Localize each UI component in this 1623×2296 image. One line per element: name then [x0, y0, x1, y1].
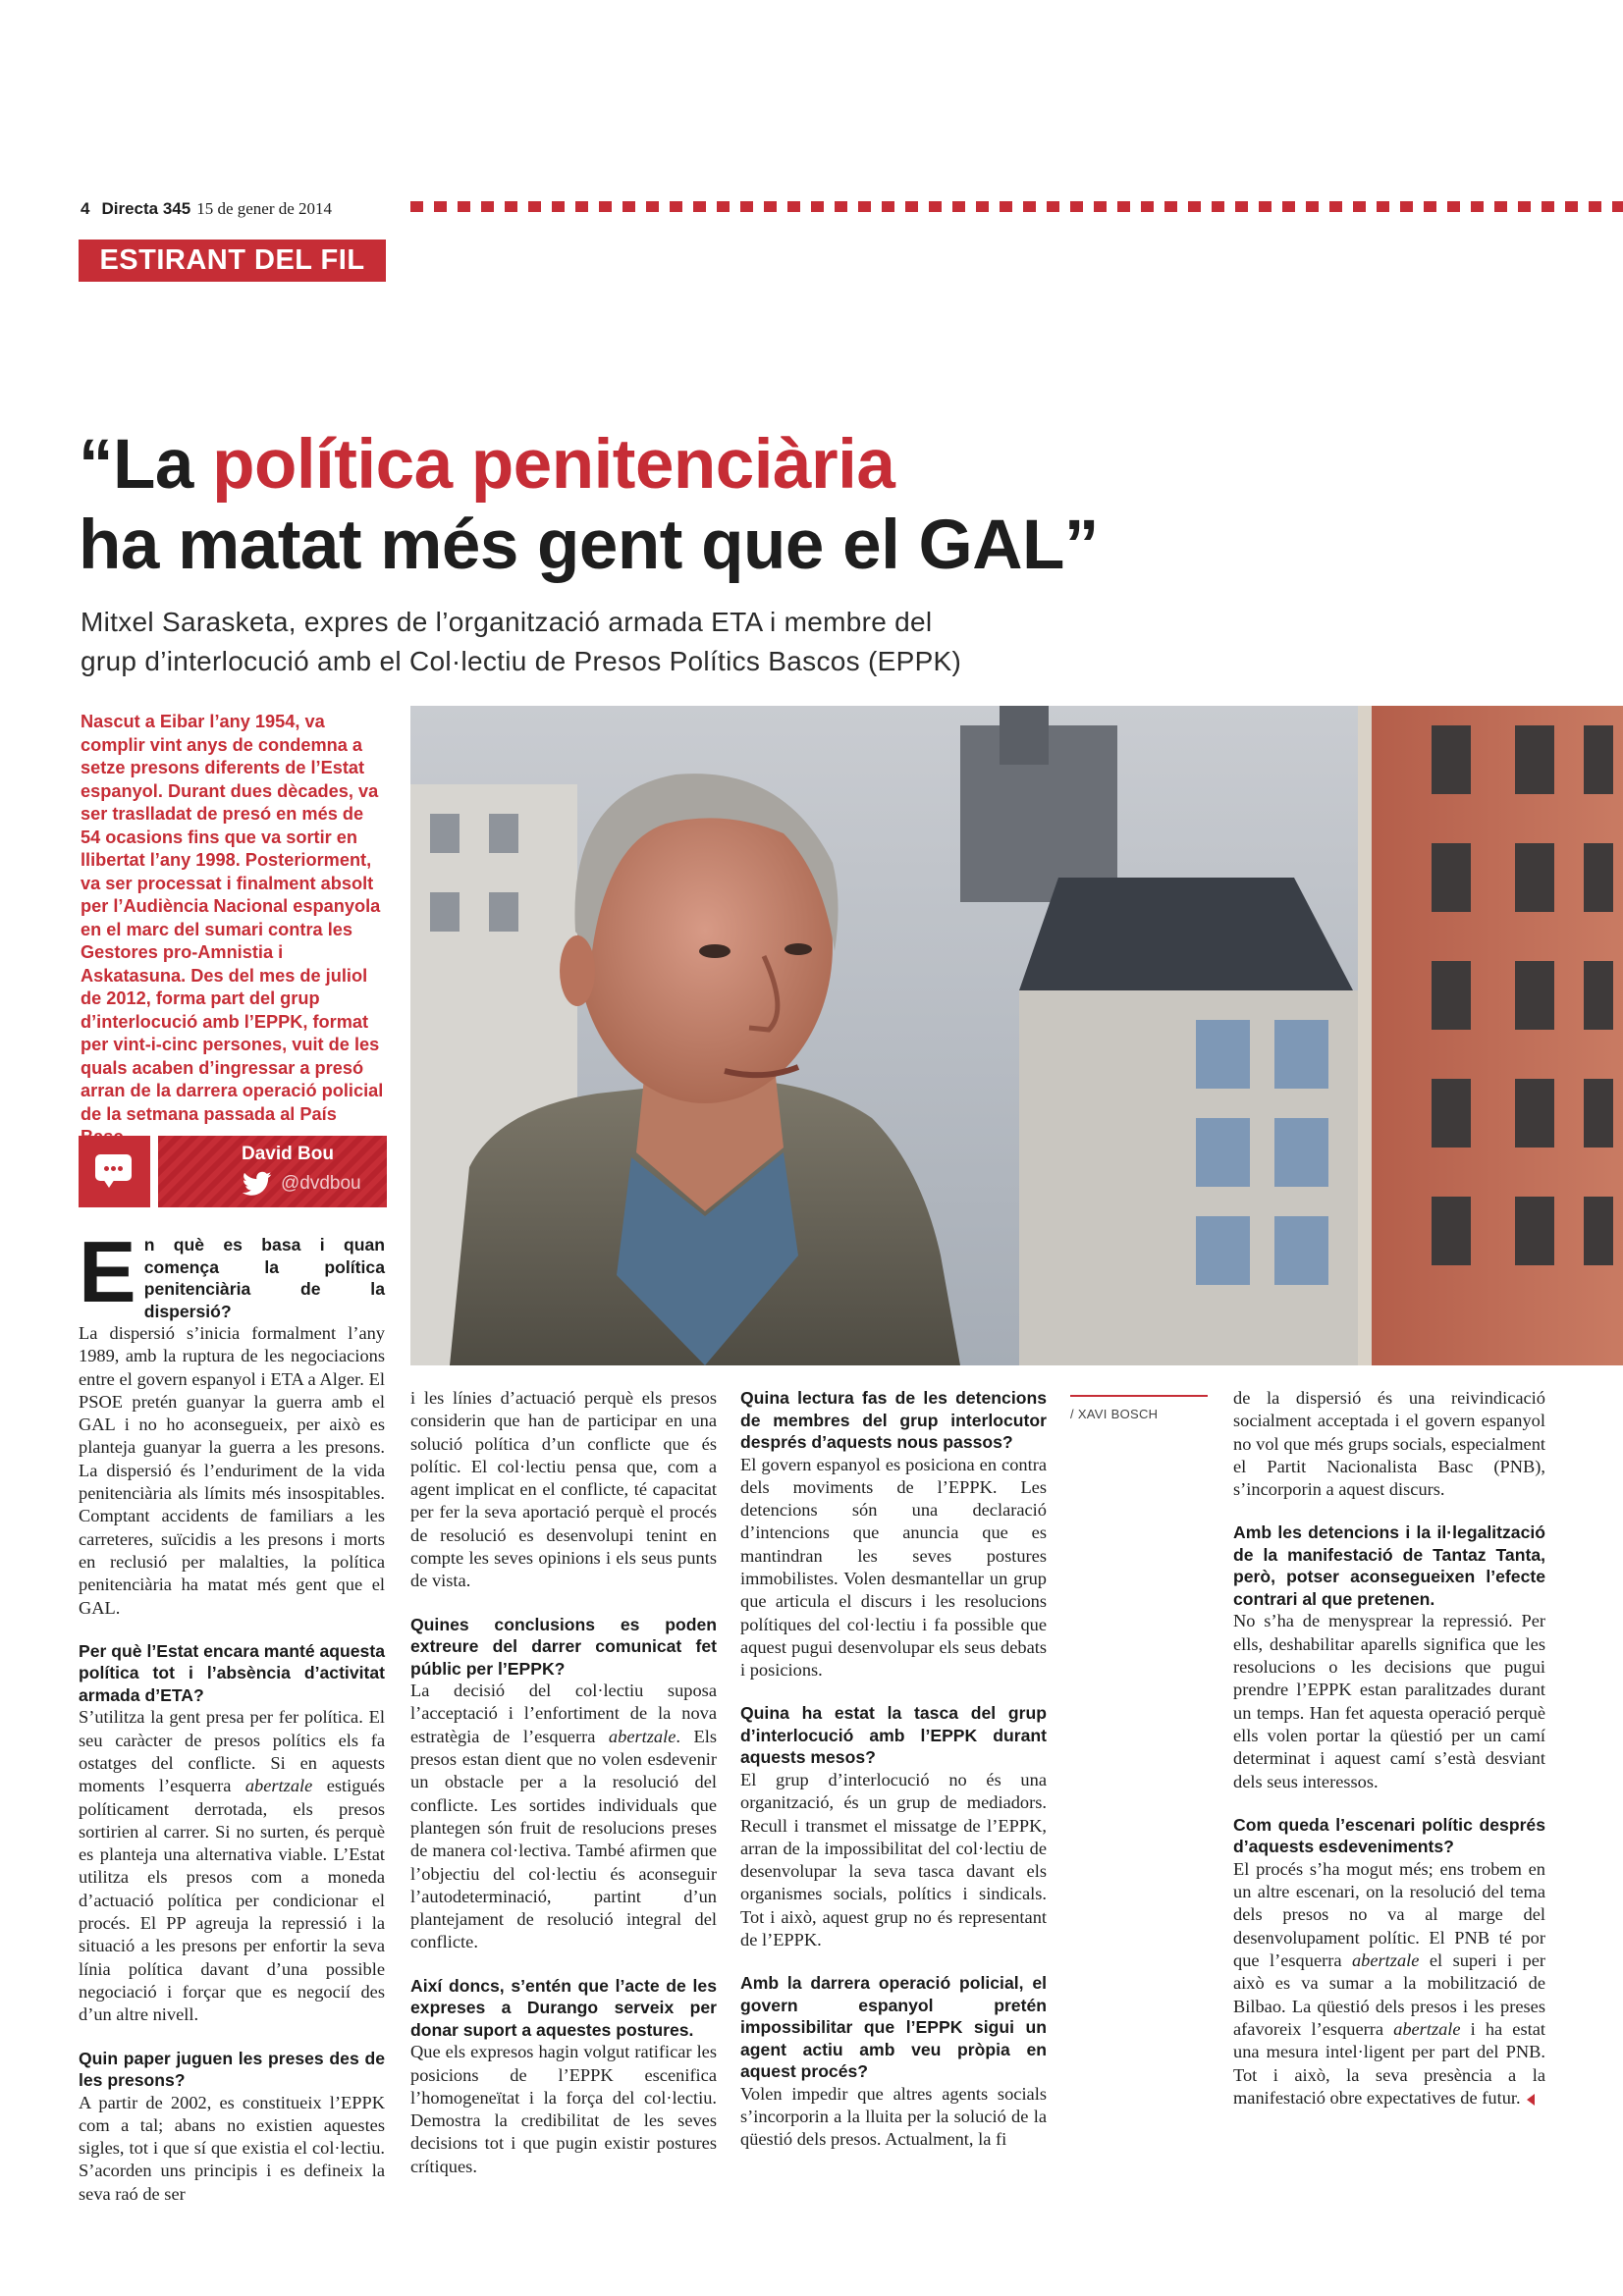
- answer-7: El grup d’interlocució no és una organització, és un grup de mediadors. Recull i transmet el missatge de l’EPPK, arran de la impossibilitat del col·lectiu de desenvolupar la seva tasca davant els organismes socials, polítics i sindicals. Tot i això, aquest grup no és representant de l’EPPK.: [740, 1769, 1047, 1950]
- question-9: Amb les detencions i la il·legalització de la manifestació de Tantaz Tanta, però, potser aconsegueixen l’efecte contrari al que pretenen.: [1233, 1522, 1545, 1609]
- answer-9: No s’ha de menysprear la repressió. Per ells, deshabilitar aparells significa que les resolucions o les decisions que pugui prendre l’EPPK estan paralitzades durant un temps. Han fet aquesta operació perquè ells volen portar la qüestió per un camí determinat i aquest camí s’està desviant dels seus interessos.: [1233, 1611, 1545, 1791]
- headline-highlight: política penitenciària: [212, 426, 895, 504]
- question-10: Com queda l’escenari polític després d’aquests esdeveniments?: [1233, 1814, 1545, 1857]
- article-column-4: [1233, 1387, 1545, 2109]
- portrait-photo: [410, 706, 1623, 1365]
- headline-line-2: ha matat més gent que el GAL”: [79, 507, 1099, 584]
- answer-10: El procés s’ha mogut més; ens trobem en un altre escenari, on la resolució del tema dels presos no va al marge del desenvolupament polític. El PNB té por que l’esquerra abertzale el superi i per això es va sumar a la mobilització de Bilbao. La qüestió dels presos i les preses afavoreix l’esquerra abertzale i ha estat una mesura intel·ligent per part del PNB. Tot i això, la seva presència a la manifestació obre expectatives de futur.: [1233, 1858, 1545, 2108]
- issue-date: 15 de gener de 2014: [196, 199, 333, 218]
- answer-6: El govern espanyol es posiciona en contra dels moviments de l’EPPK. Les detencions són una declaració d’intencions que anuncia que es mantindran les seves postures immobilistes. Volen desmantellar un grup que articula el discurs i les resolucions polítiques del col·lectiu i fa possible que aquest pugui desenvolupar els seus debats i posicions.: [740, 1454, 1047, 1681]
- answer-1: La dispersió s’inicia formalment l’any 1989, amb la ruptura de les negociacions entre el govern espanyol i ETA a Alger. El PSOE pretén guanyar la guerra amb el GAL i no ho aconsegueix, per això es planteja guanyar la guerra a les presons. La dispersió és l’enduriment de la vida penitenciària als límits més insospitables. Comptant accidents de familiars a les carreteres, suïcidis a les presons i morts en reclusió per malalties, la política penitenciària ha matat més gent que el GAL.: [79, 1323, 385, 1618]
- page-number: 4: [81, 199, 90, 218]
- page-folio: [81, 199, 332, 219]
- header-dashed-rule: [410, 201, 1623, 212]
- answer-5: Que els expresos hagin volgut ratificar les posicions de l’EPPK escenifica l’homogeneïtat i la força del col·lectiu. Demostra la credibilitat de les seves decisions tot i que pugin existir postures crítiques.: [410, 2042, 717, 2176]
- drop-cap: E: [79, 1223, 136, 1320]
- speech-bubble-icon: [79, 1136, 150, 1207]
- answer-8-part-2: de la dispersió és una reivindicació socialment acceptada i el govern espanyol no vol que més grups socials, especialment el Partit Nacionalista Basc (PNB), s’incorporin a aquest discurs.: [1233, 1388, 1545, 1500]
- article-column-2: [410, 1387, 717, 2178]
- headline-line-1: [79, 425, 1355, 506]
- question-3: Quin paper juguen les preses des de les presons?: [79, 2048, 385, 2091]
- answer-3-part-1: A partir de 2002, es constitueix l’EPPK com a tal; abans no existien aquestes sigles, tot i que sí que existia el col·lectiu. S’acorden uns principis i es defineix la seva raó de ser: [79, 2092, 385, 2204]
- question-6: Quina lectura fas de les detencions de membres del grup interlocutor després d’aquests nous passos?: [740, 1388, 1047, 1452]
- author-handle: @dvdbou: [281, 1173, 361, 1194]
- question-4: Quines conclusions es poden extreure del darrer comunicat fet públic per l’EPPK?: [410, 1614, 717, 1679]
- answer-3-part-2: i les línies d’actuació perquè els presos considerin que han de participar en una solució política d’un conflicte que és polític. El col·lectiu pensa que, com a agent implicat en el conflicte, té capacitat per fer la seva aportació perquè el procés de resolució es desenvolupi tenint en compte les seves opinions i els seus punts de vista.: [410, 1388, 717, 1591]
- author-box: [79, 1136, 387, 1207]
- answer-8-part-1: Volen impedir que altres agents socials s’incorporin a la lluita per la solució de la qüestió dels presos. Actualment, la fi: [740, 2083, 1047, 2150]
- publication-name: Directa 345: [101, 199, 191, 218]
- headline: [79, 425, 1355, 586]
- article-column-3: [740, 1387, 1047, 2152]
- answer-4: La decisió del col·lectiu suposa l’acceptació i l’enfortiment de la nova estratègia de l’esquerra abertzale. Els presos estan dient que no volen esdevenir un obstacle per a la resolució del conflicte. Les sortides individuals que plantegen són fruit de resolucions preses de manera col·lectiva. També afirmen que l’objectiu del col·lectiu és aconseguir l’autodeterminació, partint d’un plantejament de resolució integral del conflicte.: [410, 1681, 718, 1952]
- question-8: Amb la darrera operació policial, el govern espanyol pretén impossibilitar que l’EPPK sigui un agent actiu amb veu pròpia en aquest procés?: [740, 1973, 1047, 2082]
- answer-2: S’utilitza la gent presa per fer política. El seu caràcter de presos polítics els fa ostatges del conflicte. Si en aquests moments l’esquerra abertzale estigués políticament derrotada, els presos sortirien al carrer. Si no surten, és perquè es planteja una alternativa viable. L’Estat utilitza els presos com a moneda d’actuació política per condicionar el procés. El PP agreuja la repressió i la situació a les presons per enfortir la seva línia política davant d’una possible negociació i forçar que es negocií des d’un altre nivell.: [79, 1707, 385, 2025]
- photo-credit-rule: [1070, 1395, 1208, 1397]
- author-name: David Bou: [242, 1144, 334, 1164]
- question-1: En què es basa i quan comença la política penitenciària de la dispersió?: [79, 1223, 385, 1321]
- portrait-photo-illustration: [410, 706, 1623, 1365]
- headline-quote-open: “La: [79, 426, 213, 504]
- author-band: [158, 1136, 387, 1207]
- section-tag: ESTIRANT DEL FIL: [79, 240, 386, 282]
- end-of-article-icon: [1527, 2094, 1535, 2106]
- question-5: Així doncs, s’entén que l’acte de les expreses a Durango serveix per donar suport a aquestes postures.: [410, 1975, 717, 2040]
- subheadline: Mitxel Sarasketa, expres de l’organització armada ETA i membre del grup d’interlocució amb el Col·lectiu de Presos Polítics Bascos (EPPK): [81, 607, 962, 676]
- question-7: Quina ha estat la tasca del grup d’interlocució amb l’EPPK durant aquests mesos?: [740, 1703, 1047, 1768]
- article-column-1: [79, 1223, 385, 2206]
- photo-credit: / XAVI BOSCH: [1070, 1407, 1159, 1421]
- question-2: Per què l’Estat encara manté aquesta política tot i l’absència d’activitat armada d’ETA?: [79, 1640, 385, 1705]
- intro-paragraph: Nascut a Eibar l’any 1954, va complir vint anys de condemna a setze presons diferents de l’Estat espanyol. Durant dues dècades, va ser traslladat de presó en més de 54 ocasions fins que va sortir en llibertat l’any 1998. Posteriorment, va ser processat i finalment absolt per l’Audiència Nacional espanyola en el marc del sumari contra les Gestores pro-Amnistia i Askatasuna. Des del mes de juliol de 2012, forma part del grup d’interlocució amb l’EPPK, format per vint-i-cinc persones, vuit de les quals acaben d’ingressar a presó arran de la darrera operació policial de la setmana passada al País: [81, 712, 384, 1124]
- twitter-bird-icon: [243, 1171, 272, 1197]
